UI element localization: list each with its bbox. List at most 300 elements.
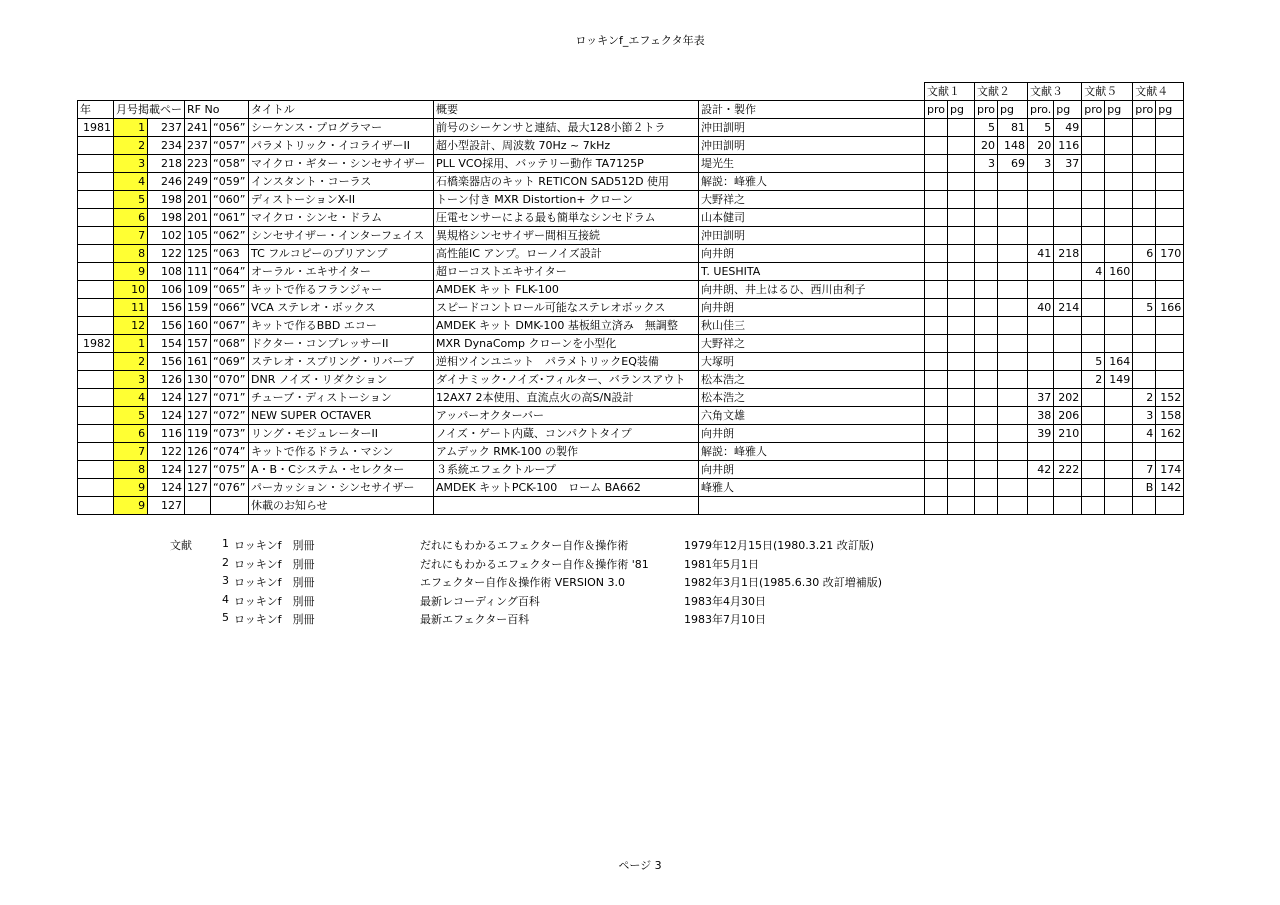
table-cell	[925, 227, 948, 245]
table-cell	[78, 425, 114, 443]
reference-date: 1983年7月10日	[684, 613, 766, 626]
table-cell: 116	[148, 425, 185, 443]
month-cell: 8	[114, 245, 148, 263]
table-cell	[1082, 209, 1105, 227]
table-cell	[1133, 173, 1156, 191]
table-cell: 161	[185, 353, 211, 371]
table-cell	[78, 209, 114, 227]
table-row	[78, 137, 1184, 155]
table-row	[78, 191, 1184, 209]
column-header: 設計・製作	[699, 101, 925, 119]
table-cell	[998, 479, 1028, 497]
reference-book-title: 最新レコーディング百科	[420, 594, 540, 608]
table-cell: 127	[185, 407, 211, 425]
table-cell: ドクター・コンプレッサーII	[249, 335, 434, 353]
table-cell	[998, 173, 1028, 191]
table-cell	[1156, 443, 1184, 461]
table-cell: 3	[1028, 155, 1054, 173]
table-cell	[998, 353, 1028, 371]
table-cell: 122	[148, 245, 185, 263]
table-cell	[1082, 335, 1105, 353]
table-cell: 158	[1156, 407, 1184, 425]
reference-number: 2	[222, 555, 229, 569]
reference-number: 1	[222, 537, 229, 550]
table-row	[78, 245, 1184, 263]
table-cell	[1156, 497, 1184, 515]
table-cell	[699, 497, 925, 515]
table-cell	[1105, 299, 1133, 317]
table-cell	[1133, 335, 1156, 353]
table-cell	[1133, 371, 1156, 389]
table-cell: 41	[1028, 245, 1054, 263]
table-cell: ステレオ・スプリング・リバーブ	[249, 353, 434, 371]
table-cell: 沖田訓明	[699, 227, 925, 245]
table-cell	[1082, 389, 1105, 407]
table-cell: 20	[1028, 137, 1054, 155]
table-row	[78, 407, 1184, 425]
table-cell: “067”	[211, 317, 249, 335]
column-header: タイトル	[249, 101, 434, 119]
table-cell	[1156, 191, 1184, 209]
table-cell	[1082, 191, 1105, 209]
table-cell	[185, 497, 211, 515]
table-cell: 高性能IC アンプ。ローノイズ設計	[434, 245, 699, 263]
table-cell: 六角文雄	[699, 407, 925, 425]
table-cell	[948, 317, 975, 335]
table-cell: 大野祥之	[699, 335, 925, 353]
table-cell	[1105, 335, 1133, 353]
table-cell	[1082, 497, 1105, 515]
table-cell	[925, 173, 948, 191]
table-cell	[1028, 353, 1054, 371]
table-cell	[998, 461, 1028, 479]
table-cell: 170	[1156, 245, 1184, 263]
reference-publication: ロッキンf 別冊	[234, 613, 315, 626]
table-cell: 142	[1156, 479, 1184, 497]
table-cell: 解説：峰雅人	[699, 173, 925, 191]
table-row	[78, 389, 1184, 407]
table-cell: 42	[1028, 461, 1054, 479]
table-cell	[948, 371, 975, 389]
table-cell: 5	[1133, 299, 1156, 317]
table-cell: 154	[148, 335, 185, 353]
table-cell	[1156, 227, 1184, 245]
table-cell: 124	[148, 479, 185, 497]
table-cell: 松本浩之	[699, 389, 925, 407]
table-cell	[1133, 137, 1156, 155]
table-cell: PLL VCO採用、バッテリー動作 TA7125P	[434, 155, 699, 173]
table-cell	[925, 137, 948, 155]
table-cell	[1105, 461, 1133, 479]
table-cell	[925, 371, 948, 389]
table-cell: 160	[1105, 263, 1133, 281]
table-cell: アッパーオクターバー	[434, 407, 699, 425]
group-header: 文献２	[975, 83, 1028, 101]
table-cell	[925, 425, 948, 443]
table-row	[78, 263, 1184, 281]
reference-publication: ロッキンf 別冊	[234, 576, 315, 589]
table-cell	[1156, 137, 1184, 155]
table-cell	[1133, 281, 1156, 299]
table-cell	[948, 425, 975, 443]
table-cell: “076”	[211, 479, 249, 497]
table-cell	[1156, 119, 1184, 137]
table-cell	[925, 245, 948, 263]
table-cell	[975, 443, 998, 461]
column-header: pg	[998, 101, 1028, 119]
table-cell	[1082, 119, 1105, 137]
column-header-row	[78, 101, 1184, 119]
table-cell: A・B・Cシステム・セレクター	[249, 461, 434, 479]
table-cell: “057”	[211, 137, 249, 155]
month-cell: 1	[114, 335, 148, 353]
table-cell	[948, 299, 975, 317]
table-cell: 向井朗、井上はるひ、西川由利子	[699, 281, 925, 299]
table-cell: キットで作るBBD エコー	[249, 317, 434, 335]
table-cell: 5	[1028, 119, 1054, 137]
table-cell: 4	[1082, 263, 1105, 281]
table-row	[78, 119, 1184, 137]
table-cell: 246	[148, 173, 185, 191]
table-row	[78, 479, 1184, 497]
table-cell: ノイズ・ゲート内蔵、コンパクトタイプ	[434, 425, 699, 443]
table-cell: キットで作るフランジャー	[249, 281, 434, 299]
table-cell	[1105, 281, 1133, 299]
table-cell	[975, 299, 998, 317]
month-cell: 5	[114, 407, 148, 425]
table-cell: 2	[1133, 389, 1156, 407]
table-cell: 休載のお知らせ	[249, 497, 434, 515]
table-cell: 201	[185, 191, 211, 209]
table-cell: 127	[148, 497, 185, 515]
table-cell	[975, 389, 998, 407]
table-cell	[1054, 263, 1082, 281]
table-cell: 秋山佳三	[699, 317, 925, 335]
table-cell: “060”	[211, 191, 249, 209]
table-cell: 向井朗	[699, 299, 925, 317]
month-cell: 7	[114, 227, 148, 245]
table-cell	[78, 317, 114, 335]
table-cell: 157	[185, 335, 211, 353]
table-cell: 127	[185, 479, 211, 497]
table-cell	[1054, 479, 1082, 497]
table-cell	[78, 497, 114, 515]
group-header: 文献５	[1082, 83, 1133, 101]
table-cell: オーラル・エキサイター	[249, 263, 434, 281]
table-cell: 124	[148, 407, 185, 425]
table-cell	[1133, 353, 1156, 371]
table-cell	[1082, 425, 1105, 443]
references-heading: 文献	[170, 539, 192, 552]
table-cell	[998, 497, 1028, 515]
reference-date: 1981年5月1日	[684, 557, 759, 571]
table-cell: 124	[148, 461, 185, 479]
table-row	[78, 425, 1184, 443]
table-cell: “068”	[211, 335, 249, 353]
table-cell: 156	[148, 317, 185, 335]
table-cell	[998, 245, 1028, 263]
table-cell	[1054, 497, 1082, 515]
table-cell: 122	[148, 443, 185, 461]
table-cell: AMDEK キット FLK-100	[434, 281, 699, 299]
reference-publication: ロッキンf 別冊	[234, 539, 315, 552]
table-cell	[211, 497, 249, 515]
table-row	[78, 497, 1184, 515]
table-cell	[975, 191, 998, 209]
table-cell	[948, 155, 975, 173]
table-cell	[78, 227, 114, 245]
table-cell	[975, 209, 998, 227]
table-cell: 152	[1156, 389, 1184, 407]
table-cell	[78, 191, 114, 209]
table-cell	[1082, 173, 1105, 191]
effector-timeline-table	[77, 82, 1184, 515]
table-cell: 237	[148, 119, 185, 137]
table-cell: 237	[185, 137, 211, 155]
table-cell: 沖田訓明	[699, 119, 925, 137]
table-cell	[78, 479, 114, 497]
table-cell: アムデック RMK-100 の製作	[434, 443, 699, 461]
table-cell: 7	[1133, 461, 1156, 479]
reference-date: 1979年12月15日(1980.3.21 改訂版)	[684, 539, 875, 552]
reference-book-title: だれにもわかるエフェクター自作＆操作術 '81	[420, 557, 649, 571]
table-cell	[1105, 173, 1133, 191]
table-cell: ダイナミック･ノイズ･フィルター、バランスアウト	[434, 371, 699, 389]
table-cell	[1156, 173, 1184, 191]
table-cell	[1105, 155, 1133, 173]
table-cell: 218	[1054, 245, 1082, 263]
column-header: pg	[1156, 101, 1184, 119]
table-cell	[78, 137, 114, 155]
table-cell: 38	[1028, 407, 1054, 425]
month-cell: 9	[114, 497, 148, 515]
table-cell: 162	[1156, 425, 1184, 443]
table-cell: 超ローコストエキサイター	[434, 263, 699, 281]
table-cell: 山本健司	[699, 209, 925, 227]
table-cell: 大塚明	[699, 353, 925, 371]
table-cell: 124	[148, 389, 185, 407]
table-row	[78, 209, 1184, 227]
table-cell	[925, 155, 948, 173]
table-cell: “064”	[211, 263, 249, 281]
reference-publication: ロッキンf 別冊	[234, 594, 315, 608]
table-cell: 127	[185, 389, 211, 407]
table-cell	[998, 209, 1028, 227]
table-cell: 沖田訓明	[699, 137, 925, 155]
month-cell: 8	[114, 461, 148, 479]
table-cell	[1028, 497, 1054, 515]
table-cell	[925, 263, 948, 281]
table-cell	[975, 425, 998, 443]
table-cell: DNR ノイズ・リダクション	[249, 371, 434, 389]
table-cell: 105	[185, 227, 211, 245]
table-cell	[1054, 317, 1082, 335]
table-cell: “059”	[211, 173, 249, 191]
table-cell: “073”	[211, 425, 249, 443]
table-cell: パーカッション・シンセサイザー	[249, 479, 434, 497]
table-cell	[948, 443, 975, 461]
table-cell	[1028, 173, 1054, 191]
table-row	[78, 317, 1184, 335]
table-cell	[1105, 479, 1133, 497]
table-cell	[925, 119, 948, 137]
table-cell	[1082, 281, 1105, 299]
month-cell: 9	[114, 263, 148, 281]
column-header: pg	[1105, 101, 1133, 119]
table-cell: “061”	[211, 209, 249, 227]
table-cell	[925, 461, 948, 479]
table-cell	[925, 317, 948, 335]
table-cell: 圧電センサーによる最も簡単なシンセドラム	[434, 209, 699, 227]
table-cell	[1082, 299, 1105, 317]
table-cell: スピードコントロール可能なステレオボックス	[434, 299, 699, 317]
table-cell: 201	[185, 209, 211, 227]
table-cell	[78, 443, 114, 461]
table-cell	[1105, 497, 1133, 515]
column-header: pg	[1054, 101, 1082, 119]
table-cell	[1082, 479, 1105, 497]
table-cell: 218	[148, 155, 185, 173]
table-cell: 峰雅人	[699, 479, 925, 497]
table-cell	[1028, 263, 1054, 281]
table-row	[78, 299, 1184, 317]
table-cell: マイクロ・ギター・シンセサイザー	[249, 155, 434, 173]
column-header: pg	[948, 101, 975, 119]
table-cell	[925, 191, 948, 209]
reference-date: 1983年4月30日	[684, 594, 766, 608]
month-cell: 2	[114, 137, 148, 155]
table-cell	[925, 389, 948, 407]
table-row	[78, 155, 1184, 173]
table-cell: 222	[1054, 461, 1082, 479]
column-header: RF No	[185, 101, 249, 119]
table-cell: 石橋楽器店のキット RETICON SAD512D 使用	[434, 173, 699, 191]
table-row	[78, 227, 1184, 245]
table-cell	[1028, 317, 1054, 335]
table-cell: 堤光生	[699, 155, 925, 173]
table-cell: 20	[975, 137, 998, 155]
table-cell: 148	[998, 137, 1028, 155]
table-cell: “075”	[211, 461, 249, 479]
table-cell	[78, 389, 114, 407]
month-cell: 12	[114, 317, 148, 335]
table-cell	[1133, 191, 1156, 209]
table-cell: 109	[185, 281, 211, 299]
table-cell: 156	[148, 353, 185, 371]
table-cell	[975, 173, 998, 191]
reference-date: 1982年3月1日(1985.6.30 改訂増補版)	[684, 576, 883, 589]
table-cell: 向井朗	[699, 425, 925, 443]
table-cell: キットで作るドラム・マシン	[249, 443, 434, 461]
table-cell	[975, 317, 998, 335]
table-cell: MXR DynaComp クローンを小型化	[434, 335, 699, 353]
table-cell	[975, 335, 998, 353]
table-cell	[1054, 335, 1082, 353]
table-cell	[78, 407, 114, 425]
month-cell: 7	[114, 443, 148, 461]
table-cell	[998, 443, 1028, 461]
table-cell: 198	[148, 209, 185, 227]
table-cell	[948, 353, 975, 371]
table-cell: 12AX7 2本使用、直流点火の高S/N設計	[434, 389, 699, 407]
table-cell	[998, 191, 1028, 209]
table-cell	[78, 173, 114, 191]
table-cell: 127	[185, 461, 211, 479]
table-cell: “070”	[211, 371, 249, 389]
table-cell: チューブ・ディストーション	[249, 389, 434, 407]
table-cell	[1156, 209, 1184, 227]
table-cell: 1981	[78, 119, 114, 137]
table-cell: シーケンス・プログラマー	[249, 119, 434, 137]
month-cell: 5	[114, 191, 148, 209]
table-cell: 81	[998, 119, 1028, 137]
table-cell	[78, 245, 114, 263]
table-cell	[925, 407, 948, 425]
table-cell	[1054, 353, 1082, 371]
table-cell	[948, 335, 975, 353]
table-cell: 149	[1105, 371, 1133, 389]
table-cell	[948, 461, 975, 479]
table-cell: “056”	[211, 119, 249, 137]
table-cell	[925, 299, 948, 317]
table-cell: “069”	[211, 353, 249, 371]
table-cell	[1028, 209, 1054, 227]
table-cell	[948, 137, 975, 155]
table-cell	[975, 227, 998, 245]
table-cell: AMDEK キット DMK-100 基板組立済み 無調整	[434, 317, 699, 335]
table-cell	[1082, 317, 1105, 335]
reference-group-header-row	[78, 83, 1184, 101]
table-cell: 3	[975, 155, 998, 173]
table-cell	[1156, 281, 1184, 299]
month-cell: 4	[114, 173, 148, 191]
table-cell	[1082, 137, 1105, 155]
table-cell: 234	[148, 137, 185, 155]
table-cell	[948, 479, 975, 497]
table-cell	[1133, 227, 1156, 245]
table-cell	[925, 497, 948, 515]
reference-number: 3	[222, 574, 229, 587]
table-cell: AMDEK キットPCK-100 ローム BA662	[434, 479, 699, 497]
table-cell	[925, 479, 948, 497]
column-header: pro	[925, 101, 948, 119]
column-header: 概要	[434, 101, 699, 119]
table-cell: 202	[1054, 389, 1082, 407]
table-cell	[1082, 245, 1105, 263]
table-cell: “065”	[211, 281, 249, 299]
table-cell	[1133, 119, 1156, 137]
table-cell	[998, 317, 1028, 335]
table-cell	[998, 227, 1028, 245]
table-cell: 向井朗	[699, 461, 925, 479]
month-cell: 9	[114, 479, 148, 497]
table-cell	[1133, 317, 1156, 335]
column-header: pro	[975, 101, 998, 119]
table-cell: 大野祥之	[699, 191, 925, 209]
column-header: 年	[78, 101, 114, 119]
month-cell: 6	[114, 425, 148, 443]
table-cell: 3	[1133, 407, 1156, 425]
table-cell	[1105, 209, 1133, 227]
month-cell: 4	[114, 389, 148, 407]
column-header: pro.	[1028, 101, 1054, 119]
table-cell: 241	[185, 119, 211, 137]
table-cell	[925, 335, 948, 353]
table-cell	[78, 281, 114, 299]
table-cell	[1133, 443, 1156, 461]
table-cell	[975, 461, 998, 479]
table-cell: パラメトリック・イコライザーII	[249, 137, 434, 155]
